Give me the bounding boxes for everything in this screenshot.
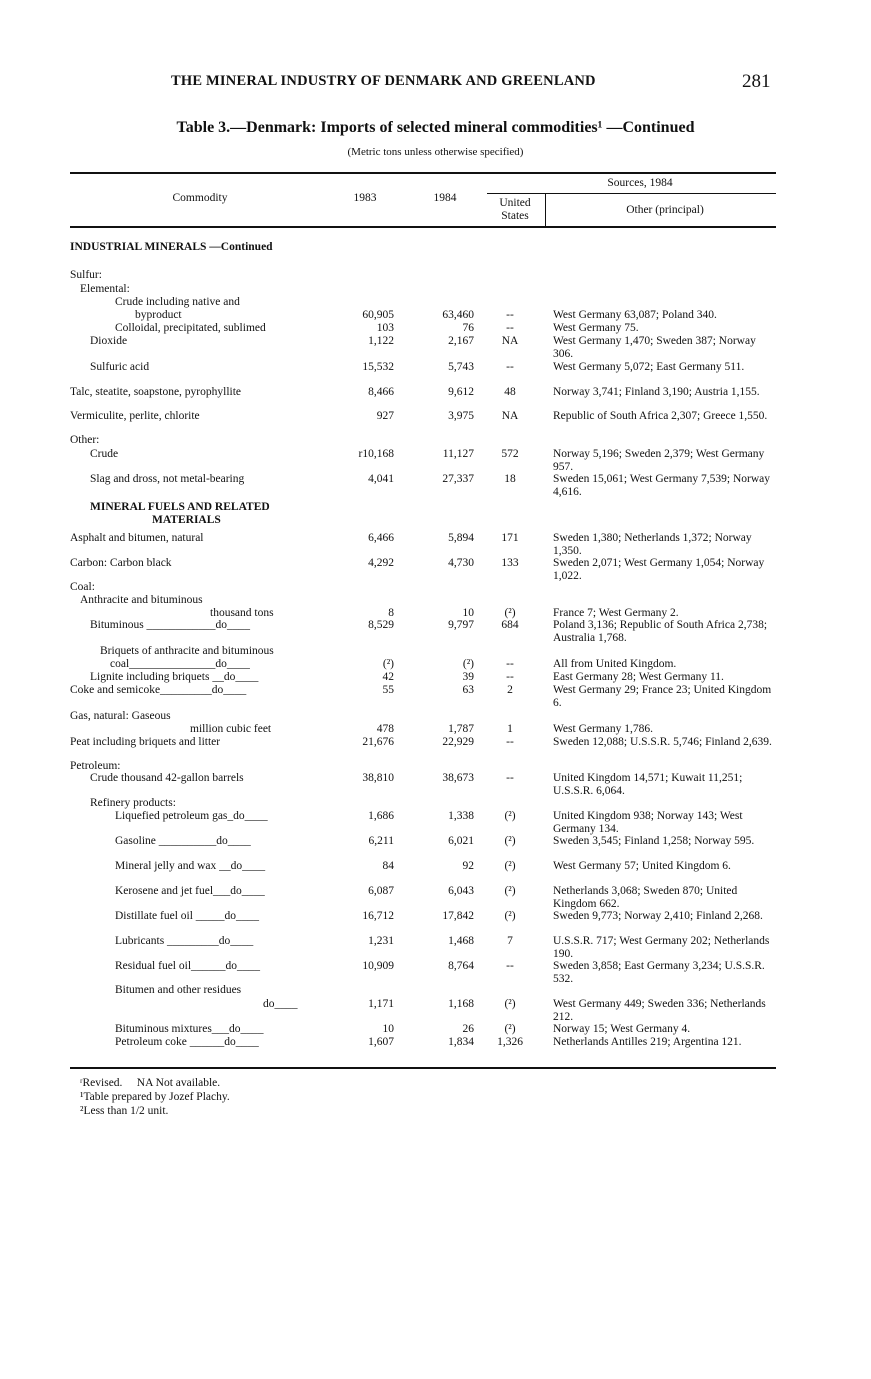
value-1983-cell: 38,810 [362,772,394,784]
value-1983-cell: 8,466 [368,386,394,398]
commodity-cell: Lubricants _________do____ [115,935,254,947]
commodity-cell: Bituminous mixtures___do____ [115,1023,264,1035]
value-1983-cell: 42 [382,671,394,683]
page-number: 281 [742,71,771,92]
value-1983-cell: 103 [376,322,394,334]
value-1984-cell: 1,468 [448,935,474,947]
value-1983-cell: 1,122 [368,335,394,347]
commodity-cell: Liquefied petroleum gas_do____ [115,810,268,822]
commodity-cell: Coke and semicoke_________do____ [70,684,247,696]
united-states-cell: 7 [507,935,513,947]
other-sources-cell: U.S.S.R. 717; West Germany 202; Netherlands 190. [553,935,770,960]
united-states-cell: -- [506,361,514,373]
value-1983-cell: 6,087 [368,885,394,897]
united-states-cell: (²) [504,860,516,872]
commodity-cell: Talc, steatite, soapstone, pyrophyllite [70,386,242,398]
value-1984-cell: 8,764 [448,960,474,972]
united-states-cell: -- [506,772,514,784]
other-sources-cell: West Germany 1,786. [553,723,653,735]
other-sources-cell: Norway 5,196; Sweden 2,379; West Germany 957. [553,448,765,473]
value-1983-cell: 8 [388,607,394,619]
other-sources-cell: West Germany 63,087; Poland 340. [553,309,717,321]
other-sources-cell: Sweden 9,773; Norway 2,410; Finland 2,268. [553,910,763,922]
value-1984-cell: 3,975 [448,410,474,422]
united-states-cell: (²) [504,607,516,619]
value-1984-cell: 4,730 [448,557,474,569]
value-1984-cell: 17,842 [442,910,474,922]
united-states-cell: (²) [504,1023,516,1035]
commodity-cell: Dioxide [90,335,128,347]
united-states-cell: -- [506,671,514,683]
united-states-cell: 572 [501,448,519,460]
footnote-revised: ʳRevised. NA Not available. [80,1077,221,1089]
other-sources-cell: Netherlands 3,068; Sweden 870; United Kingdom 662. [553,885,738,910]
united-states-cell: (²) [504,885,516,897]
other-sources-cell: West Germany 29; France 23; United Kingdom 6. [553,684,772,709]
commodity-cell: Sulfuric acid [90,361,150,373]
united-states-cell: 133 [501,557,519,569]
united-states-cell: 48 [504,386,516,398]
commodity-cell: Sulfur: [70,269,102,281]
commodity-cell: Briquets of anthracite and bituminous [100,645,274,657]
commodity-cell: Mineral jelly and wax __do____ [115,860,266,872]
commodity-cell: Petroleum coke ______do____ [115,1036,259,1048]
commodity-cell: thousand tons [210,607,274,619]
commodity-cell: Bitumen and other residues [115,984,242,996]
value-1983-cell: 60,905 [362,309,394,321]
value-1983-cell: 10 [382,1023,394,1035]
commodity-cell: coal_______________do____ [110,658,250,670]
value-1984-cell: 5,894 [448,532,474,544]
commodity-cell: Crude including native and [115,296,240,308]
value-1984-cell: 1,834 [448,1036,474,1048]
value-1983-cell: 927 [376,410,394,422]
value-1983-cell: 84 [382,860,394,872]
other-sources-cell: Sweden 3,545; Finland 1,258; Norway 595. [553,835,755,847]
value-1984-cell: 10 [462,607,474,619]
value-1983-cell: 55 [382,684,394,696]
united-states-cell: 684 [501,619,519,631]
other-sources-cell: United Kingdom 938; Norway 143; West Germany 134. [553,810,743,835]
other-sources-cell: Sweden 1,380; Netherlands 1,372; Norway 1,350. [553,532,752,557]
value-1983-cell: 1,686 [368,810,394,822]
other-sources-cell: West Germany 449; Sweden 336; Netherlands 212. [553,998,766,1023]
united-states-cell: -- [506,658,514,670]
other-sources-cell: Norway 15; West Germany 4. [553,1023,691,1035]
united-states-cell: (²) [504,835,516,847]
value-1984-cell: 6,043 [448,885,474,897]
united-states-cell: 1,326 [497,1036,523,1048]
value-1984-cell: 1,787 [448,723,474,735]
header-us: United States [499,197,531,222]
commodity-cell: Colloidal, precipitated, sublimed [115,322,266,334]
header-bottom-rule [70,226,776,228]
commodity-cell: Elemental: [80,283,130,295]
commodity-cell: Kerosene and jet fuel___do____ [115,885,265,897]
value-1983-cell: 1,231 [368,935,394,947]
other-sources-cell: Poland 3,136; Republic of South Africa 2,738; Australia 1,768. [553,619,768,644]
value-1984-cell: (²) [462,658,474,670]
value-1984-cell: 76 [462,322,474,334]
united-states-cell: NA [501,335,519,347]
commodity-cell: Distillate fuel oil _____do____ [115,910,260,922]
other-sources-cell: Sweden 12,088; U.S.S.R. 5,746; Finland 2,639. [553,736,772,748]
value-1984-cell: 39 [462,671,474,683]
other-sources-cell: Republic of South Africa 2,307; Greece 1,550. [553,410,768,422]
value-1984-cell: 5,743 [448,361,474,373]
value-1984-cell: 9,612 [448,386,474,398]
value-1984-cell: 1,168 [448,998,474,1010]
united-states-cell: (²) [504,998,516,1010]
value-1984-cell: 11,127 [442,448,474,460]
footnote-prepared-by: ¹Table prepared by Jozef Plachy. [80,1091,230,1103]
value-1983-cell: 1,607 [368,1036,394,1048]
value-1983-cell: 21,676 [362,736,394,748]
commodity-cell: byproduct [135,309,182,321]
united-states-cell: 171 [501,532,519,544]
sources-underline [487,193,776,194]
commodity-cell: do____ [263,998,298,1010]
header-other: Other (principal) [626,204,704,216]
commodity-cell: Gas, natural: Gaseous [70,710,171,722]
commodity-cell: Lignite including briquets __do____ [90,671,259,683]
other-sources-cell: Sweden 2,071; West Germany 1,054; Norway 1,022. [553,557,765,582]
commodity-cell: Slag and dross, not metal-bearing [90,473,245,485]
value-1983-cell: 15,532 [362,361,394,373]
header-1984: 1984 [433,192,457,204]
value-1984-cell: 2,167 [448,335,474,347]
commodity-cell: Residual fuel oil______do____ [115,960,261,972]
other-sources-cell: Norway 3,741; Finland 3,190; Austria 1,155. [553,386,760,398]
value-1984-cell: 38,673 [442,772,474,784]
header-1983: 1983 [353,192,377,204]
other-sources-cell: All from United Kingdom. [553,658,677,670]
other-sources-cell: West Germany 75. [553,322,639,334]
other-sources-cell: United Kingdom 14,571; Kuwait 11,251; U.S.S.R. 6,064. [553,772,743,797]
commodity-cell: Crude [90,448,119,460]
value-1983-cell: 6,211 [368,835,394,847]
commodity-cell: Vermiculite, perlite, chlorite [70,410,200,422]
value-1984-cell: 27,337 [442,473,474,485]
table-subtitle: (Metric tons unless otherwise specified) [347,146,524,158]
value-1984-cell: 63 [462,684,474,696]
footnote-less-than: ²Less than 1/2 unit. [80,1105,169,1117]
other-sources-cell: Netherlands Antilles 219; Argentina 121. [553,1036,742,1048]
commodity-cell: Gasoline __________do____ [115,835,251,847]
other-sources-cell: West Germany 57; United Kingdom 6. [553,860,731,872]
value-1984-cell: 6,021 [448,835,474,847]
other-sources-cell: West Germany 5,072; East Germany 511. [553,361,745,373]
united-states-cell: 1 [507,723,513,735]
commodity-cell: MATERIALS [152,514,221,526]
value-1984-cell: 1,338 [448,810,474,822]
united-states-cell: 2 [507,684,513,696]
table-title: Table 3.—Denmark: Imports of selected mineral commodities¹ —Continued [176,119,695,136]
table-top-rule [70,172,776,174]
united-states-cell: -- [506,736,514,748]
commodity-cell: Refinery products: [90,797,176,809]
commodity-cell: Anthracite and bituminous [80,594,203,606]
value-1984-cell: 92 [462,860,474,872]
value-1983-cell: 478 [376,723,394,735]
value-1983-cell: r10,168 [358,448,394,460]
united-states-cell: 18 [504,473,516,485]
other-sources-cell: France 7; West Germany 2. [553,607,679,619]
value-1983-cell: 6,466 [368,532,394,544]
other-sources-cell: East Germany 28; West Germany 11. [553,671,724,683]
united-states-cell: NA [501,410,519,422]
commodity-cell: Bituminous ____________do____ [90,619,251,631]
value-1983-cell: 4,292 [368,557,394,569]
united-states-cell: -- [506,322,514,334]
commodity-cell: Carbon: Carbon black [70,557,172,569]
value-1983-cell: 4,041 [368,473,394,485]
united-states-cell: (²) [504,910,516,922]
value-1983-cell: 16,712 [362,910,394,922]
commodity-cell: Coal: [70,581,95,593]
commodity-cell: MINERAL FUELS AND RELATED [90,501,270,513]
united-states-cell: -- [506,309,514,321]
other-sources-cell: Sweden 15,061; West Germany 7,539; Norway 4,616. [553,473,771,498]
commodity-cell: Asphalt and bitumen, natural [70,532,204,544]
value-1984-cell: 26 [462,1023,474,1035]
value-1984-cell: 9,797 [448,619,474,631]
commodity-cell: Peat including briquets and litter [70,736,221,748]
running-head: THE MINERAL INDUSTRY OF DENMARK AND GREENLAND [171,73,596,89]
table-bottom-rule [70,1067,776,1069]
commodity-cell: Crude thousand 42-gallon barrels [90,772,244,784]
us-other-divider [545,194,546,226]
value-1984-cell: 63,460 [442,309,474,321]
value-1983-cell: 1,171 [368,998,394,1010]
value-1983-cell: 10,909 [362,960,394,972]
united-states-cell: (²) [504,810,516,822]
commodity-cell: million cubic feet [190,723,272,735]
header-sources: Sources, 1984 [607,177,673,189]
commodity-cell: Other: [70,434,100,446]
header-commodity: Commodity [172,192,228,204]
value-1983-cell: (²) [382,658,394,670]
value-1983-cell: 8,529 [368,619,394,631]
commodity-cell: INDUSTRIAL MINERALS —Continued [70,241,273,253]
commodity-cell: Petroleum: [70,760,121,772]
united-states-cell: -- [506,960,514,972]
other-sources-cell: West Germany 1,470; Sweden 387; Norway 306. [553,335,756,360]
other-sources-cell: Sweden 3,858; East Germany 3,234; U.S.S.R. 532. [553,960,765,985]
value-1984-cell: 22,929 [442,736,474,748]
